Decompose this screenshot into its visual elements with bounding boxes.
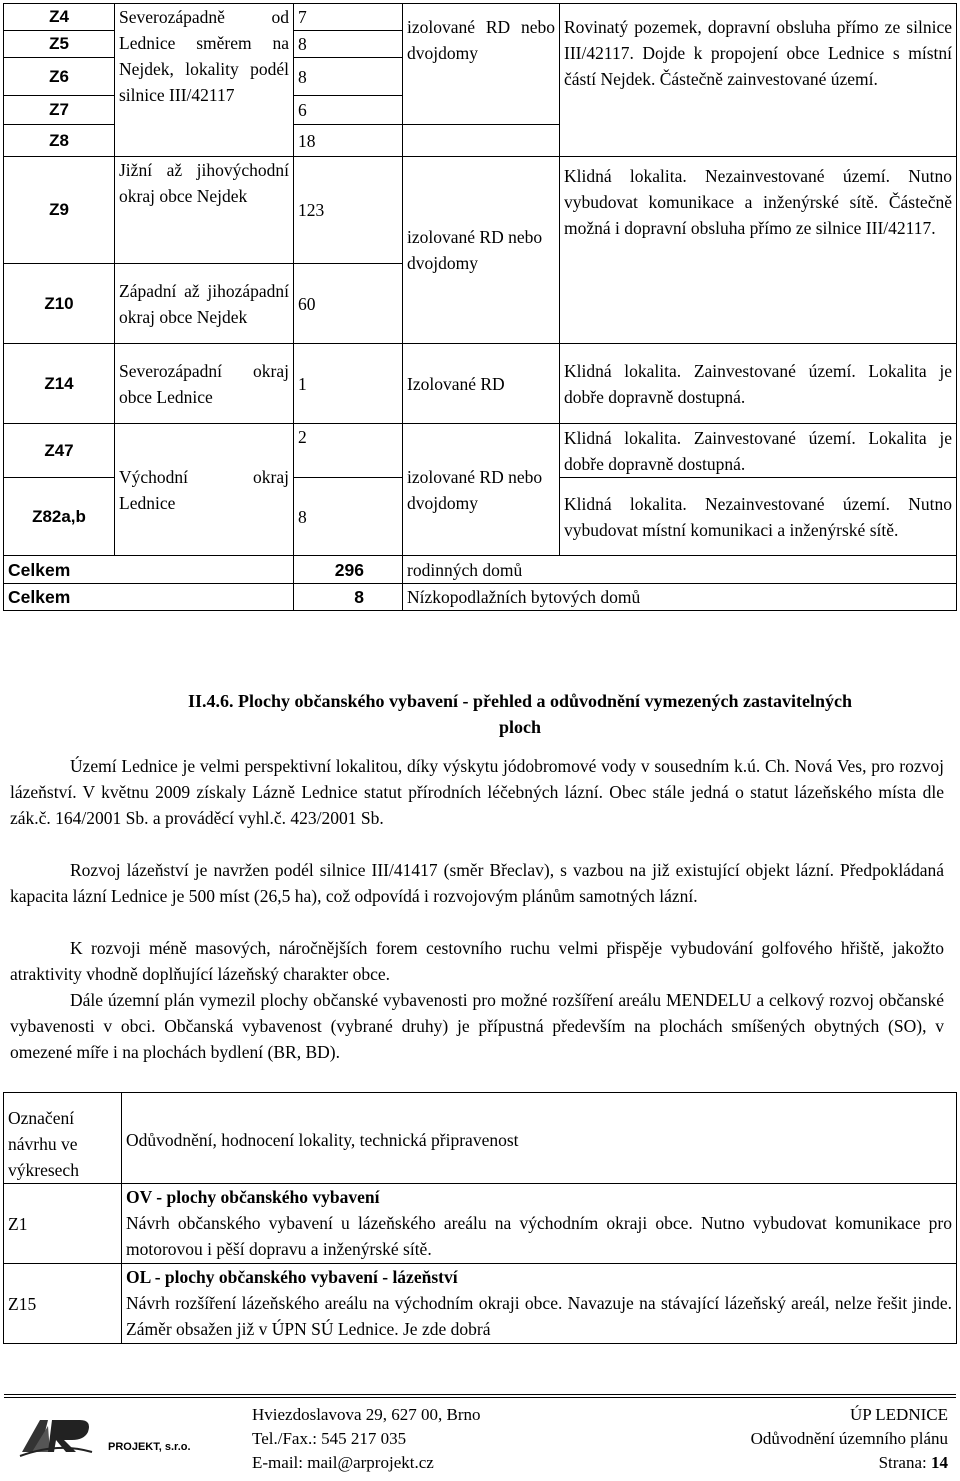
header-code: Označení návrhu ve výkresech bbox=[4, 1093, 122, 1184]
type-cell: Izolované RD bbox=[403, 344, 560, 424]
footer-divider bbox=[4, 1397, 956, 1398]
row-text: Návrh rozšíření lázeňského areálu na východním okraji obce. Navazuje na stávající lázeňský areál, nelze řešit jinde. Záměr obsažen již v ÚPN SÚ Lednice. Je zde dobrá bbox=[126, 1293, 952, 1339]
justification-cell: Rovinatý pozemek, dopravní obsluha přímo ze silnice III/42117. Dojde k propojení obce Lednice s místní částí Nejdek. Částečně zainvestované území. bbox=[560, 4, 957, 157]
civic-amenities-table bbox=[3, 1092, 957, 1344]
page-number: 14 bbox=[931, 1453, 948, 1472]
footer-doc-title: ÚP LEDNICE bbox=[849, 1405, 948, 1424]
location-cell: Severozápadní okraj obce Lednice bbox=[115, 344, 294, 424]
area-code: Z14 bbox=[4, 344, 115, 424]
paragraph: Dále územní plán vymezil plochy občanské vybavenosti pro možné rozšíření areálu MENDELU a celkový rozvoj občanské vybavenosti v obci. Občanská vybavenost (vybrané druhy) je přípustná především na plochách smíšených obytných (SO), v omezené míře i na plochách bydlení (BR, BD). bbox=[10, 990, 944, 1062]
page-label: Strana: bbox=[878, 1453, 931, 1472]
type-cell: izolované RD nebo dvojdomy bbox=[403, 424, 560, 556]
area-code: Z8 bbox=[4, 125, 115, 157]
row-text: Návrh občanského vybavení u lázeňského areálu na východním okraji obce. Nutno vybudovat komunikace pro motorovou i pěší dopravu a inženýrské sítě. bbox=[126, 1213, 952, 1259]
location-cell: Severozápadně od Lednice směrem na Nejdek, lokality podél silnice III/42117 bbox=[115, 4, 294, 157]
paragraph: K rozvoji méně masových, náročnějších forem cestovního ruchu velmi přispěje vybudování golfového hřiště, jakožto atraktivity vhodně doplňující lázeňský charakter obce. bbox=[10, 938, 944, 984]
footer-email: E-mail: mail@arprojekt.cz bbox=[252, 1453, 434, 1472]
paragraph: Území Lednice je velmi perspektivní lokalitou, díky výskytu jódobromové vody v sousedním k.ú. Ch. Nová Ves, pro rozvoj lázeňství. V květnu 2009 získaly Lázně Lednice statut přírodních léčebných lázní. Obec stále jedná o statut lázeňského místa dle zák.č. 164/2001 Sb. a prováděcí vyhl.č. 423/2001 Sb. bbox=[10, 756, 944, 828]
row-content bbox=[122, 1184, 957, 1264]
location-cell: Východní okraj Lednice bbox=[115, 424, 294, 556]
footer-doc-subtitle: Odůvodnění územního plánu bbox=[750, 1429, 948, 1448]
justification-cell: Klidná lokalita. Zainvestované území. Lokalita je dobře dopravně dostupná. bbox=[560, 344, 957, 424]
total-value: 8 bbox=[294, 584, 403, 611]
total-value: 296 bbox=[294, 556, 403, 584]
area-code: Z4 bbox=[4, 4, 115, 31]
area-code: Z5 bbox=[4, 31, 115, 58]
paragraph: Rozvoj lázeňství je navržen podél silnice III/41417 (směr Břeclav), s vazbou na již existující objekt lázní. Předpokládaná kapacita lázní Lednice je 500 míst (26,5 ha), což odpovídá i rozvojovým plánům samotných lázní. bbox=[10, 860, 944, 906]
count-cell: 123 bbox=[294, 157, 403, 264]
type-cell: izolované RD nebo dvojdomy bbox=[403, 157, 560, 344]
location-cell: Jižní až jihovýchodní okraj obce Nejdek bbox=[115, 157, 294, 264]
justification-cell: Klidná lokalita. Zainvestované území. Lokalita je dobře dopravně dostupná. bbox=[560, 424, 957, 478]
area-code: Z47 bbox=[4, 424, 115, 478]
location-cell: Západní až jihozápadní okraj obce Nejdek bbox=[115, 264, 294, 344]
count-cell: 8 bbox=[294, 31, 403, 58]
type-cell: izolované RD nebo dvojdomy bbox=[403, 4, 560, 125]
footer-address: Hviezdoslavova 29, 627 00, Brno bbox=[252, 1405, 481, 1424]
count-cell: 1 bbox=[294, 344, 403, 424]
logo-text: PROJEKT, s.r.o. bbox=[108, 1441, 191, 1453]
count-cell: 18 bbox=[294, 125, 403, 157]
row-content bbox=[122, 1264, 957, 1344]
count-cell: 8 bbox=[294, 58, 403, 96]
total-text: rodinných domů bbox=[403, 556, 957, 584]
justification-cell: Klidná lokalita. Nezainvestované území. Nutno vybudovat místní komunikaci a inženýrské sítě. bbox=[560, 478, 957, 556]
count-cell: 7 bbox=[294, 4, 403, 31]
count-cell: 60 bbox=[294, 264, 403, 344]
count-cell: 6 bbox=[294, 96, 403, 125]
footer-phone: Tel./Fax.: 545 217 035 bbox=[252, 1429, 407, 1448]
total-text: Nízkopodlažních bytových domů bbox=[403, 584, 957, 611]
section-heading bbox=[90, 688, 950, 740]
housing-areas-table bbox=[3, 3, 957, 611]
section-heading-line2: ploch bbox=[498, 717, 541, 737]
count-cell: 2 bbox=[294, 424, 403, 478]
area-code: Z6 bbox=[4, 58, 115, 96]
justification-cell: Klidná lokalita. Nezainvestované území. Nutno vybudovat komunikace a inženýrské sítě. Částečně možná i dopravní obsluha přímo ze silnice III/42117. bbox=[560, 157, 957, 344]
total-label: Celkem bbox=[4, 556, 294, 584]
count-cell: 8 bbox=[294, 478, 403, 556]
row-title: OV - plochy občanského vybavení bbox=[126, 1187, 380, 1207]
total-label: Celkem bbox=[4, 584, 294, 611]
section-heading-line1: II.4.6. Plochy občanského vybavení - přehled a odůvodnění vymezených zastavitelných bbox=[187, 691, 853, 711]
row-code: Z15 bbox=[4, 1264, 122, 1344]
header-text: Odůvodnění, hodnocení lokality, technická připravenost bbox=[122, 1093, 957, 1184]
area-code: Z7 bbox=[4, 96, 115, 125]
row-code: Z1 bbox=[4, 1184, 122, 1264]
footer-page bbox=[879, 1451, 948, 1475]
area-code: Z9 bbox=[4, 157, 115, 264]
company-logo bbox=[18, 1412, 198, 1460]
area-code: Z82a,b bbox=[4, 478, 115, 556]
row-title: OL - plochy občanského vybavení - lázeňství bbox=[126, 1267, 458, 1287]
footer-divider bbox=[4, 1394, 956, 1395]
area-code: Z10 bbox=[4, 264, 115, 344]
